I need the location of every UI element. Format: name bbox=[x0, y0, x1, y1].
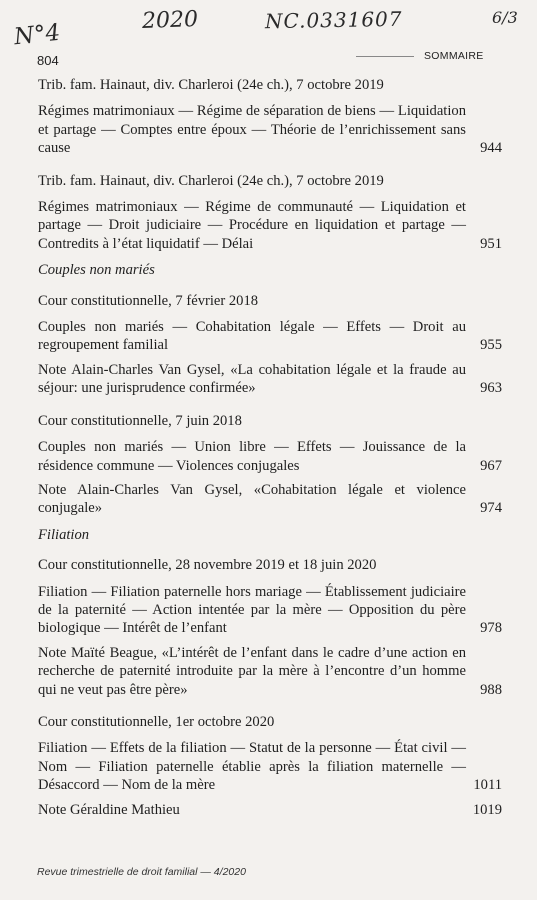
toc-entry[interactable] bbox=[38, 361, 502, 398]
entry-page-number: 1019 bbox=[472, 801, 502, 818]
toc-entry[interactable] bbox=[38, 102, 502, 157]
table-of-contents bbox=[38, 76, 502, 825]
journal-footer: Revue trimestrielle de droit familial — 4/2020 bbox=[37, 866, 246, 878]
handwritten-reference: NC.0331607 bbox=[264, 6, 403, 34]
entry-page-number: 963 bbox=[480, 380, 502, 397]
toc-entry[interactable] bbox=[38, 801, 502, 819]
entry-page-number: 951 bbox=[480, 235, 502, 252]
section-title: SOMMAIRE bbox=[424, 50, 484, 62]
entry-page-number: 967 bbox=[480, 457, 502, 474]
toc-entry[interactable] bbox=[38, 318, 502, 355]
header-rule bbox=[356, 56, 414, 57]
handwritten-fraction: 6/3 bbox=[492, 8, 518, 27]
page-number: 804 bbox=[37, 53, 59, 68]
entry-keywords: Note Géraldine Mathieu bbox=[38, 801, 180, 818]
entry-keywords: Note Maïté Beague, «L’intérêt de l’enfant dans le cadre d’une action en recherche de paternité introduite par la mère à l’encontre d’un homme qui ne veut pas être père» bbox=[38, 644, 466, 698]
entry-page-number: 974 bbox=[480, 500, 502, 517]
entry-page-number: 1011 bbox=[473, 777, 502, 794]
entry-keywords: Note Alain-Charles Van Gysel, «Cohabitation légale et violence conjugale» bbox=[38, 481, 466, 517]
court-decision-heading: Cour constitutionnelle, 7 février 2018 bbox=[38, 292, 259, 309]
toc-entry[interactable] bbox=[38, 438, 502, 475]
court-decision-heading: Trib. fam. Hainaut, div. Charleroi (24e ch.), 7 octobre 2019 bbox=[38, 77, 384, 93]
toc-entry[interactable] bbox=[38, 644, 502, 699]
entry-keywords: Régimes matrimoniaux — Régime de communauté — Liquidation et partage — Droit judiciaire — Procédure en liquidation et partage — Contredits à l’état liquidatif — Délai bbox=[38, 199, 466, 252]
entry-keywords: Filiation — Filiation paternelle hors mariage — Établissement judiciaire de la paternité — Action intentée par la mère — Opposition du père biologique — Intérêt de l’enfant bbox=[38, 583, 466, 637]
entry-page-number: 955 bbox=[480, 337, 502, 354]
toc-entry[interactable] bbox=[38, 583, 502, 638]
toc-entry[interactable] bbox=[38, 739, 502, 794]
court-decision-heading: Cour constitutionnelle, 28 novembre 2019 et 18 juin 2020 bbox=[38, 557, 377, 574]
toc-entry[interactable] bbox=[38, 481, 502, 518]
entry-page-number: 944 bbox=[480, 140, 502, 157]
toc-entry[interactable] bbox=[38, 198, 502, 253]
category-heading: Couples non mariés bbox=[38, 262, 155, 279]
handwritten-number: N°4 bbox=[12, 19, 62, 51]
entry-page-number: 988 bbox=[480, 681, 502, 698]
entry-keywords: Couples non mariés — Cohabitation légale — Effets — Droit au regroupement familial bbox=[38, 319, 466, 354]
entry-page-number: 978 bbox=[480, 620, 502, 637]
handwritten-year: 2020 bbox=[141, 7, 199, 34]
category-heading: Filiation bbox=[38, 526, 90, 543]
court-decision-heading: Cour constitutionnelle, 7 juin 2018 bbox=[38, 412, 242, 429]
entry-keywords: Filiation — Effets de la filiation — Statut de la personne — État civil — Nom — Filiation paternelle établie après la filiation maternelle — Désaccord — Nom de la mère bbox=[38, 740, 466, 794]
court-decision-heading: Trib. fam. Hainaut, div. Charleroi (24e ch.), 7 octobre 2019 bbox=[38, 172, 384, 189]
entry-keywords: Note Alain-Charles Van Gysel, «La cohabitation légale et la fraude au séjour: une jurisprudence confirmée» bbox=[38, 361, 466, 397]
entry-keywords: Régimes matrimoniaux — Régime de séparation de biens — Liquidation et partage — Comptes entre époux — Théorie de l’enrichissement sans cause bbox=[38, 103, 466, 157]
court-decision-heading: Cour constitutionnelle, 1er octobre 2020 bbox=[38, 713, 275, 730]
entry-keywords: Couples non mariés — Union libre — Effets — Jouissance de la résidence commune — Violences conjugales bbox=[38, 439, 466, 474]
